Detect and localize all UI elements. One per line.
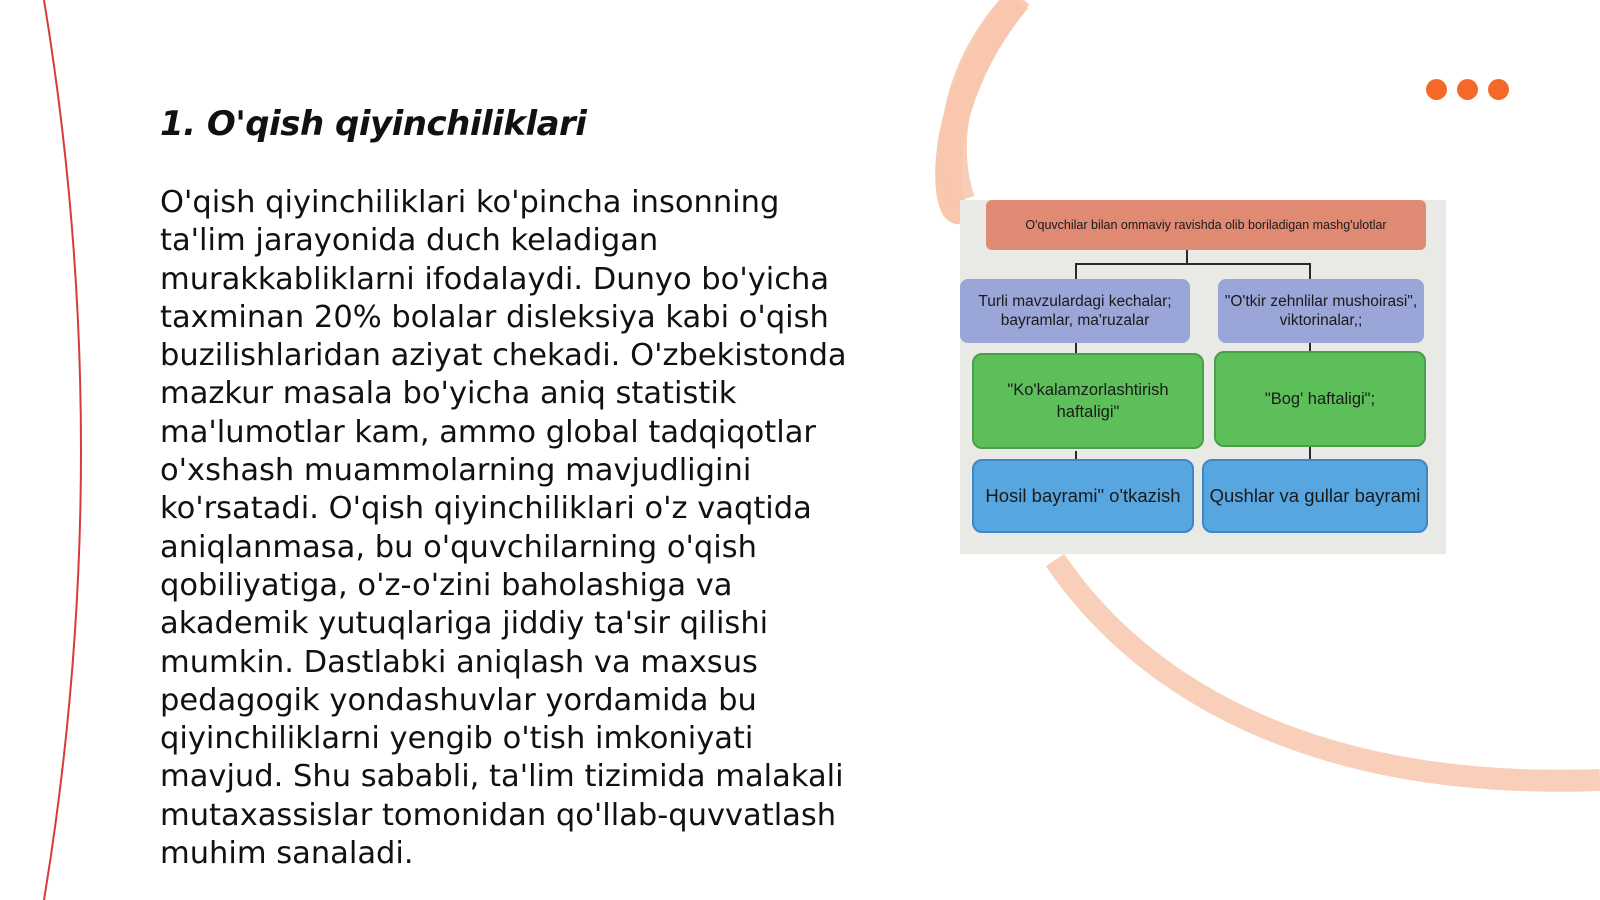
body-line: mutaxassislar tomonidan qo'llab-quvvatlash [160,797,837,833]
body-line: muhim sanaladi. [160,836,414,872]
body-line: mumkin. Dastlabki aniqlash va maxsus [160,644,758,680]
body-line: qiyinchiliklarni yengib o'tish imkoniyati [160,721,754,757]
activities-diagram [960,200,1446,554]
connector-line [1075,263,1311,265]
connector-line [1075,451,1077,459]
body-line: o'xshash muammolarning mavjudligini [160,453,752,489]
body-line: taxminan 20% bolalar disleksiya kabi o'qish [160,299,829,335]
body-line: mazkur masala bo'yicha aniq statistik [160,376,737,412]
body-line: buzilishlaridan aziyat chekadi. O'zbekistonda [160,338,847,374]
connector-line [1075,263,1077,279]
body-line: aniqlanmasa, bu o'quvchilarning o'qish [160,529,757,565]
page-title: 1. O'qish qiyinchiliklari [160,104,587,144]
body-line: ko'rsatadi. O'qish qiyinchiliklari o'z vaqtida [160,491,812,527]
diagram-blue-left-node: Hosil bayrami" o'tkazish [972,459,1194,533]
body-line: qobiliyatiga, o'z-o'zini baholashiga va [160,567,733,603]
dot-icon [1488,79,1509,100]
body-line: mavjud. Shu sababli, ta'lim tizimida malakali [160,759,844,795]
body-paragraph [160,184,850,873]
connector-line [1186,250,1188,264]
diagram-top-node: O'quvchilar bilan ommaviy ravishda olib boriladigan mashg'ulotlar [986,200,1426,250]
connector-line [1309,447,1311,459]
dot-icon [1426,79,1447,100]
diagram-blue-right-node: Qushlar va gullar bayrami [1202,459,1428,533]
body-line: pedagogik yondashuvlar yordamida bu [160,682,757,718]
body-line: ta'lim jarayonida duch keladigan [160,223,659,259]
body-line: ma'lumotlar kam, ammo global tadqiqotlar [160,414,816,450]
connector-line [1309,263,1311,279]
diagram-green-right-node: "Bog' haftaligi"; [1214,351,1426,447]
dot-icon [1457,79,1478,100]
connector-line [1309,343,1311,351]
peach-arc-decoration-bottom [1055,560,1600,781]
left-curve-decoration [44,0,81,900]
diagram-purple-right-node: "O'tkir zehnlilar mushoirasi", viktorinalar,; [1218,279,1424,343]
body-line: O'qish qiyinchiliklari ko'pincha insonning [160,185,780,220]
diagram-green-left-node: "Ko'kalamzorlashtirish haftaligi" [972,353,1204,449]
body-line: akademik yutuqlariga jiddiy ta'sir qilishi [160,606,769,642]
diagram-purple-left-node: Turli mavzulardagi kechalar; bayramlar, ma'ruzalar [960,279,1190,343]
three-dots-icon [1426,79,1516,101]
body-line: murakkabliklarni ifodalaydi. Dunyo bo'yicha [160,261,830,297]
